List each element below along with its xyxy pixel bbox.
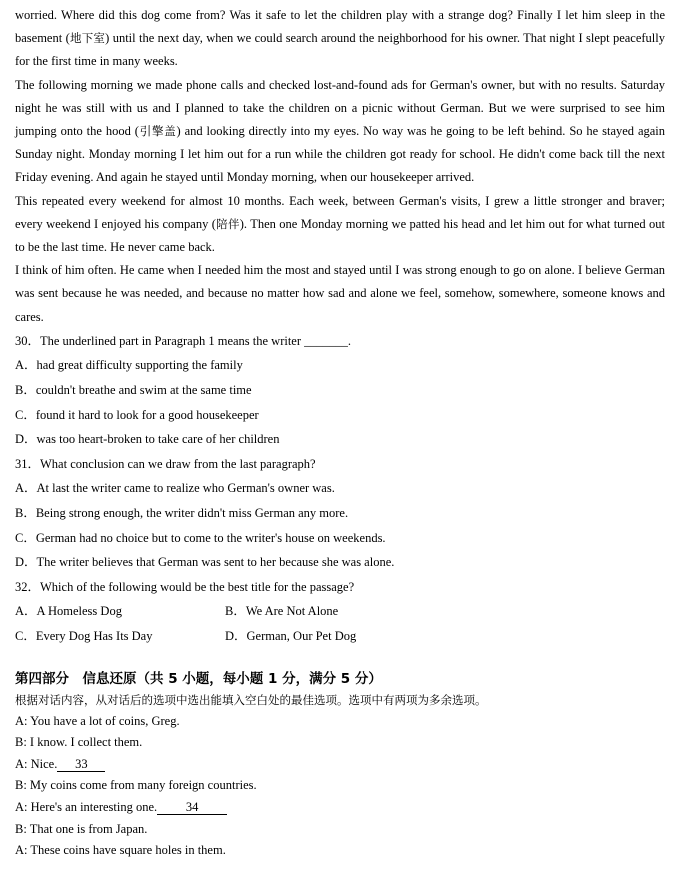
- question-stem: 30．The underlined part in Paragraph 1 means the writer _______.: [15, 333, 352, 348]
- option-c[interactable]: C．German had no choice but to come to the writer's house on weekends.: [15, 530, 386, 545]
- dialogue: [15, 711, 665, 862]
- option-b[interactable]: B．Being strong enough, the writer didn't miss German any more.: [15, 506, 349, 520]
- paragraph-text: ) and looking directly into my eyes. No way was he going to be left behind. So he stayed again Sunday night. Monday morning I let him out for a run while the children got ready for school. He didn't come back till the next Friday evening. And again he stayed until Monday morning, when our housekeeper arrived.: [15, 124, 666, 185]
- option-d[interactable]: D．German, Our Pet Dog: [225, 628, 357, 643]
- dialogue-line: B: That one is from Japan.: [15, 821, 148, 836]
- option-b[interactable]: B．couldn't breathe and swim at the same time: [15, 383, 252, 398]
- question-31: [15, 452, 665, 575]
- passage-paragraph-4: I think of him often. He came when I needed him the most and stayed until I was strong enough to go on alone. I believe German was sent because he was needed, and because no matter how sad and alone we feel, somehow, somewhere, someone knows and cares.: [15, 263, 665, 324]
- option-a[interactable]: A．A Homeless Dog: [15, 604, 122, 619]
- paragraph-text: worried. Where did this dog come from? Was it safe to let the children play with a strange dog? Finally I let him sleep in the basement (: [15, 8, 665, 46]
- passage-paragraph-2: [15, 74, 665, 190]
- dialogue-text: A: Here's an interesting one.: [15, 799, 158, 814]
- exam-page: [15, 4, 665, 862]
- paragraph-text: ) until the next day, when we could search around the neighborhood for his owner. That night I slept peacefully for the first time in many weeks.: [15, 31, 666, 69]
- question-stem: 32．Which of the following would be the best title for the passage?: [15, 579, 355, 594]
- question-stem: 31．What conclusion can we draw from the last paragraph?: [15, 456, 316, 471]
- chinese-gloss: 陪伴: [215, 216, 240, 231]
- chinese-gloss: 地下室: [69, 31, 106, 46]
- passage-paragraph-3: [15, 190, 665, 260]
- dialogue-line: [15, 754, 665, 776]
- paragraph-text: The following morning we made phone calls and checked lost-and-found ads for German's owner, but with no results. Saturday night he was still with us and I planned to take the children on a picnic without German. But we were surprised to see him jumping onto the hood (: [15, 77, 665, 139]
- dialogue-line: A: You have a lot of coins, Greg.: [15, 713, 180, 728]
- dialogue-line: B: My coins come from many foreign countries.: [15, 778, 257, 793]
- section-instruction: 根据对话内容，从对话后的选项中选出能填入空白处的最佳选项。选项中有两项为多余选项。: [15, 692, 487, 707]
- option-d[interactable]: D．was too heart-broken to take care of her children: [15, 432, 280, 447]
- question-30: [15, 329, 665, 452]
- passage-paragraph-1: [15, 4, 665, 74]
- dialogue-line: B: I know. I collect them.: [15, 735, 143, 750]
- option-a[interactable]: A．had great difficulty supporting the family: [15, 358, 243, 373]
- paragraph-text: ). Then one Monday morning we patted his head and let him out for what turned out to be the last time. He never came back.: [15, 216, 666, 255]
- option-d[interactable]: D．The writer believes that German was sent to her because she was alone.: [15, 555, 395, 570]
- chinese-gloss: 引擎盖: [138, 124, 177, 139]
- option-row: [15, 599, 665, 624]
- option-c[interactable]: C．Every Dog Has Its Day: [15, 628, 153, 643]
- option-row: [15, 624, 665, 649]
- paragraph-text: This repeated every weekend for almost 10 months. Each week, between German's visits, I grew a little stronger and braver; every weekend I enjoyed his company (: [15, 193, 665, 231]
- option-c[interactable]: C．found it hard to look for a good housekeeper: [15, 407, 259, 422]
- question-32: [15, 575, 665, 649]
- section-title: 第四部分 信息还原（共 5 小题，每小题 1 分，满分 5 分）: [15, 670, 382, 687]
- option-a[interactable]: A．At last the writer came to realize who German's owner was.: [15, 481, 335, 496]
- dialogue-text: A: Nice.: [15, 756, 58, 771]
- dialogue-line: A: These coins have square holes in them.: [15, 843, 226, 858]
- answer-blank-33[interactable]: 33: [57, 758, 105, 772]
- dialogue-line: [15, 797, 665, 819]
- answer-blank-34[interactable]: 34: [157, 801, 227, 815]
- option-b[interactable]: B．We Are Not Alone: [225, 604, 339, 619]
